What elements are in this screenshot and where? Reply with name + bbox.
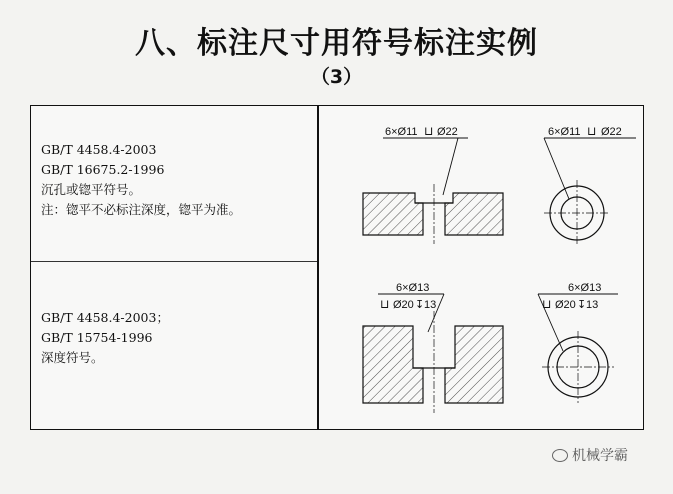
row2-section-line2: Ø20 — [393, 299, 414, 311]
row2-section-depth: 13 — [424, 299, 437, 311]
watermark — [552, 445, 628, 465]
row1-section-callout-count: 6×Ø11 — [385, 126, 418, 138]
row2-section-depth-symbol: ↧ — [415, 299, 425, 311]
row1-line: GB/T 4458.4-2003 — [41, 142, 157, 157]
row2-top-line2: Ø20 — [555, 299, 576, 311]
row2-section-hatch-left — [363, 326, 423, 403]
row1-top-view — [544, 138, 636, 246]
row1-line: 沉孔或锪平符号。 — [41, 182, 142, 197]
watermark-text: 机械学霸 — [572, 448, 628, 464]
row2-line: 深度符号。 — [41, 350, 104, 365]
row1-section-hatch-left — [363, 193, 423, 235]
wechat-icon — [552, 449, 568, 462]
row2-description — [41, 308, 169, 368]
row2-line: GB/T 4458.4-2003； — [41, 310, 169, 325]
example-table — [30, 105, 644, 430]
drawings — [318, 106, 643, 428]
row2-line: GB/T 15754-1996 — [41, 330, 153, 345]
row2-section-cbore-symbol: ⊔ — [380, 297, 390, 311]
page-title: 八、标注尺寸用符号标注实例 — [135, 26, 538, 61]
page-subtitle: （3） — [310, 66, 363, 88]
row1-section-callout-symbol: ⊔ — [424, 124, 434, 138]
row1-section-callout-value: Ø22 — [437, 126, 458, 138]
row2-top-line1: 6×Ø13 — [568, 282, 602, 294]
row1-line: GB/T 16675.2-1996 — [41, 162, 165, 177]
row1-top-callout-count: 6×Ø11 — [548, 126, 581, 138]
row2-section-view — [363, 294, 503, 413]
row-divider — [31, 261, 317, 262]
row1-line: 注：锪平不必标注深度，锪平为准。 — [41, 202, 242, 217]
row2-top-cbore-symbol: ⊔ — [542, 297, 552, 311]
row2-top-depth: 13 — [586, 299, 599, 311]
row1-top-callout-symbol: ⊔ — [587, 124, 597, 138]
row1-section-hatch-right — [445, 193, 503, 235]
row2-section-line1: 6×Ø13 — [396, 282, 430, 294]
row2-section-hatch-right — [445, 326, 503, 403]
row1-top-callout-value: Ø22 — [601, 126, 622, 138]
row1-description — [41, 140, 241, 220]
row2-top-depth-symbol: ↧ — [577, 299, 587, 311]
row1-section-view — [363, 138, 503, 244]
